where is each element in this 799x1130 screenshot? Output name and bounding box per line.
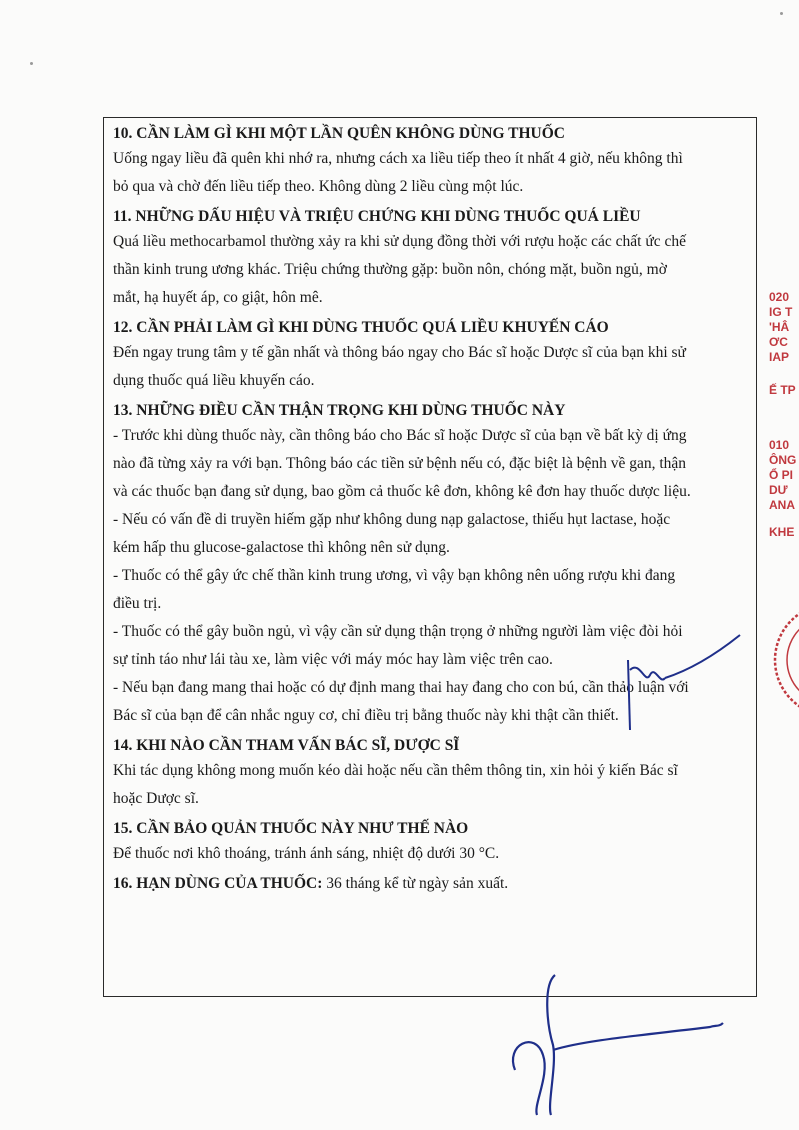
section-14-line: hoặc Dược sĩ.	[113, 790, 199, 807]
section-11-heading: 11. NHỮNG DẤU HIỆU VÀ TRIỆU CHỨNG KHI DÙNG THUỐC QUÁ LIỀU	[113, 208, 641, 225]
section-10-heading: 10. CẦN LÀM GÌ KHI MỘT LẦN QUÊN KHÔNG DÙNG THUỐC	[113, 125, 565, 142]
section-15-heading: 15. CẦN BẢO QUẢN THUỐC NÀY NHƯ THẾ NÀO	[113, 820, 469, 837]
stamp-fragment: IAP	[769, 350, 790, 364]
company-stamp	[769, 290, 799, 730]
section-13-line: và các thuốc bạn đang sử dụng, bao gồm cả thuốc kê đơn, không kê đơn hay thuốc dược liệu.	[113, 483, 691, 500]
stamp-fragment: KHE	[769, 525, 795, 539]
section-12-line: Đến ngay trung tâm y tế gần nhất và thông báo ngay cho Bác sĩ hoặc Dược sĩ của bạn khi sử	[113, 344, 686, 361]
section-13-heading: 13. NHỮNG ĐIỀU CẦN THẬN TRỌNG KHI DÙNG THUỐC NÀY	[113, 402, 566, 419]
section-10-line: bỏ qua và chờ đến liều tiếp theo. Không dùng 2 liều cùng một lúc.	[113, 178, 524, 195]
stamp-fragment: 020	[769, 290, 790, 304]
section-13-line: - Thuốc có thể gây buồn ngủ, vì vậy cần sử dụng thận trọng ở những người làm việc đòi hỏi	[113, 623, 683, 640]
stamp-fragment: IG T	[769, 305, 793, 319]
section-11-line: Quá liều methocarbamol thường xảy ra khi sử dụng đồng thời với rượu hoặc các chất ức chế	[113, 233, 686, 250]
section-10-line: Uống ngay liều đã quên khi nhớ ra, nhưng cách xa liều tiếp theo ít nhất 4 giờ, nếu không thì	[113, 150, 683, 167]
section-12-heading: 12. CẦN PHẢI LÀM GÌ KHI DÙNG THUỐC QUÁ LIỀU KHUYẾN CÁO	[113, 319, 609, 336]
section-11-line: thần kinh trung ương khác. Triệu chứng thường gặp: buồn nôn, chóng mặt, buồn ngủ, mờ	[113, 261, 667, 278]
stamp-fragment: 010	[769, 438, 790, 452]
section-12-line: dụng thuốc quá liều khuyến cáo.	[113, 372, 315, 389]
document-content	[113, 118, 751, 898]
section-14-line: Khi tác dụng không mong muốn kéo dài hoặc nếu cần thêm thông tin, xin hỏi ý kiến Bác sĩ	[113, 762, 678, 779]
stamp-fragment: 'HÂ	[769, 320, 790, 334]
stamp-fragment: Ổ PI	[769, 468, 794, 482]
document-frame	[103, 117, 757, 997]
stamp-fragment: ƠC	[769, 335, 788, 349]
section-14-heading: 14. KHI NÀO CẦN THAM VẤN BÁC SĨ, DƯỢC SĨ	[113, 737, 460, 754]
section-11-line: mắt, hạ huyết áp, co giật, hôn mê.	[113, 289, 323, 306]
section-13-line: - Thuốc có thể gây ức chế thần kinh trung ương, vì vậy bạn không nên uống rượu khi đang	[113, 567, 676, 584]
scan-speck	[780, 12, 783, 15]
signature	[495, 965, 735, 1125]
section-13-line: điều trị.	[113, 595, 162, 612]
stamp-ring	[769, 600, 799, 720]
signature-initial-mark	[600, 630, 750, 740]
section-13-line: sự tỉnh táo như lái tàu xe, làm việc với máy móc hay làm việc trên cao.	[113, 651, 553, 668]
section-13-line: - Nếu bạn đang mang thai hoặc có dự định mang thai hay đang cho con bú, cần thảo luận với	[113, 679, 689, 696]
stamp-fragment: Ế TP	[769, 383, 796, 397]
section-13-line: kém hấp thu glucose-galactose thì không nên sử dụng.	[113, 539, 450, 556]
stamp-fragment: ANA	[769, 498, 795, 512]
section-16-heading: 16. HẠN DÙNG CỦA THUỐC:	[113, 875, 323, 892]
section-16-text: 36 tháng kể từ ngày sản xuất.	[322, 875, 509, 892]
section-13-line: Bác sĩ của bạn để cân nhắc nguy cơ, chỉ điều trị bằng thuốc này khi thật cần thiết.	[113, 707, 619, 724]
section-16-line	[113, 868, 751, 898]
section-13-line: - Nếu có vấn đề di truyền hiếm gặp như không dung nạp galactose, thiếu hụt lactase, hoặc	[113, 511, 671, 528]
stamp-fragment: ÔNG	[769, 453, 797, 467]
section-13-line: - Trước khi dùng thuốc này, cần thông báo cho Bác sĩ hoặc Dược sĩ của bạn về bất kỳ dị ứng	[113, 427, 687, 444]
stamp-fragment: DƯ	[769, 483, 788, 497]
scan-speck	[30, 62, 33, 65]
section-15-line: Để thuốc nơi khô thoáng, tránh ánh sáng, nhiệt độ dưới 30 °C.	[113, 845, 500, 862]
section-13-line: nào đã từng xảy ra với bạn. Thông báo các tiền sử bệnh nếu có, đặc biệt là bệnh về gan, thận	[113, 455, 687, 472]
